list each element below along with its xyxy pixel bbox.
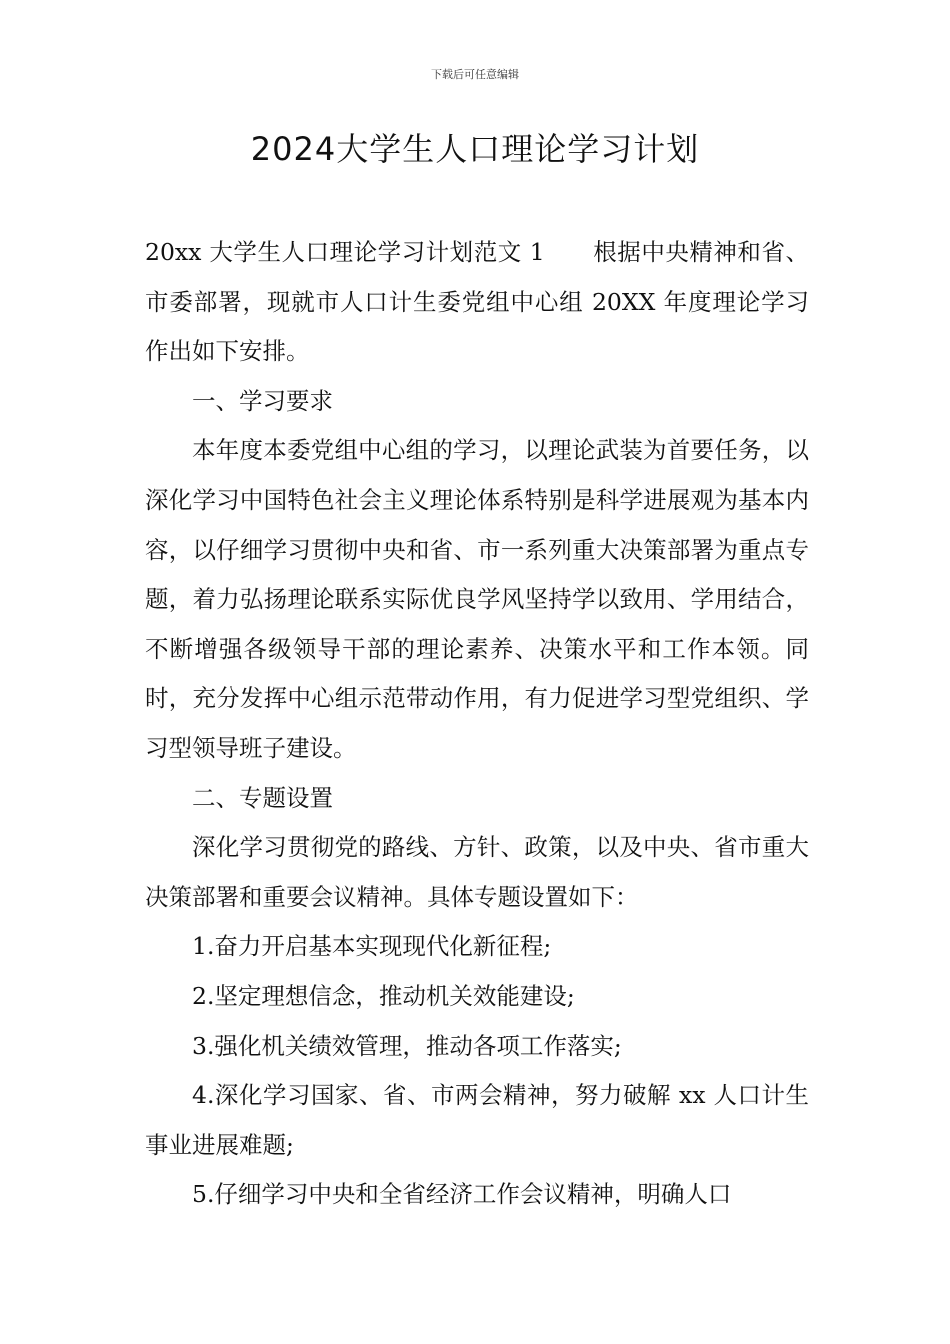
topics-intro-paragraph: 深化学习贯彻党的路线、方针、政策，以及中央、省市重大决策部署和重要会议精神。具体专题设置如下： (145, 833, 809, 911)
topic-item-4: 4.深化学习国家、省、市两会精神，努力破解 xx 人口计生事业进展难题; (145, 1081, 809, 1159)
intro-paragraph: 20xx 大学生人口理论学习计划范文 1 根据中央精神和省、市委部署，现就市人口计生委党组中心组 20XX 年度理论学习作出如下安排。 (145, 238, 809, 366)
section-heading-requirements: 一、学习要求 (192, 386, 333, 415)
topic-item-2: 2.坚定理想信念，推动机关效能建设; (192, 981, 575, 1010)
topic-item-3: 3.强化机关绩效管理，推动各项工作落实; (192, 1031, 622, 1060)
header-note: 下载后可任意编辑 (431, 68, 519, 81)
document-title: 2024大学生人口理论学习计划 (250, 130, 700, 168)
requirements-paragraph: 本年度本委党组中心组的学习，以理论武装为首要任务，以深化学习中国特色社会主义理论体系特别是科学进展观为基本内容，以仔细学习贯彻中央和省、市一系列重大决策部署为重点专题，着力弘扬理论联系实际优良学风坚持学以致用、学用结合，不断增强各级领导干部的理论素养、决策水平和工作本领。同时，充分发挥中心组示范带动作用，有力促进学习型党组织、学习型领导班子建设。 (145, 436, 809, 762)
topic-item-1: 1.奋力开启基本实现现代化新征程; (192, 932, 552, 961)
document-body (145, 228, 809, 1220)
topic-item-5: 5.仔细学习中央和全省经济工作会议精神，明确人口 (192, 1180, 732, 1209)
section-heading-topics: 二、专题设置 (192, 783, 333, 812)
